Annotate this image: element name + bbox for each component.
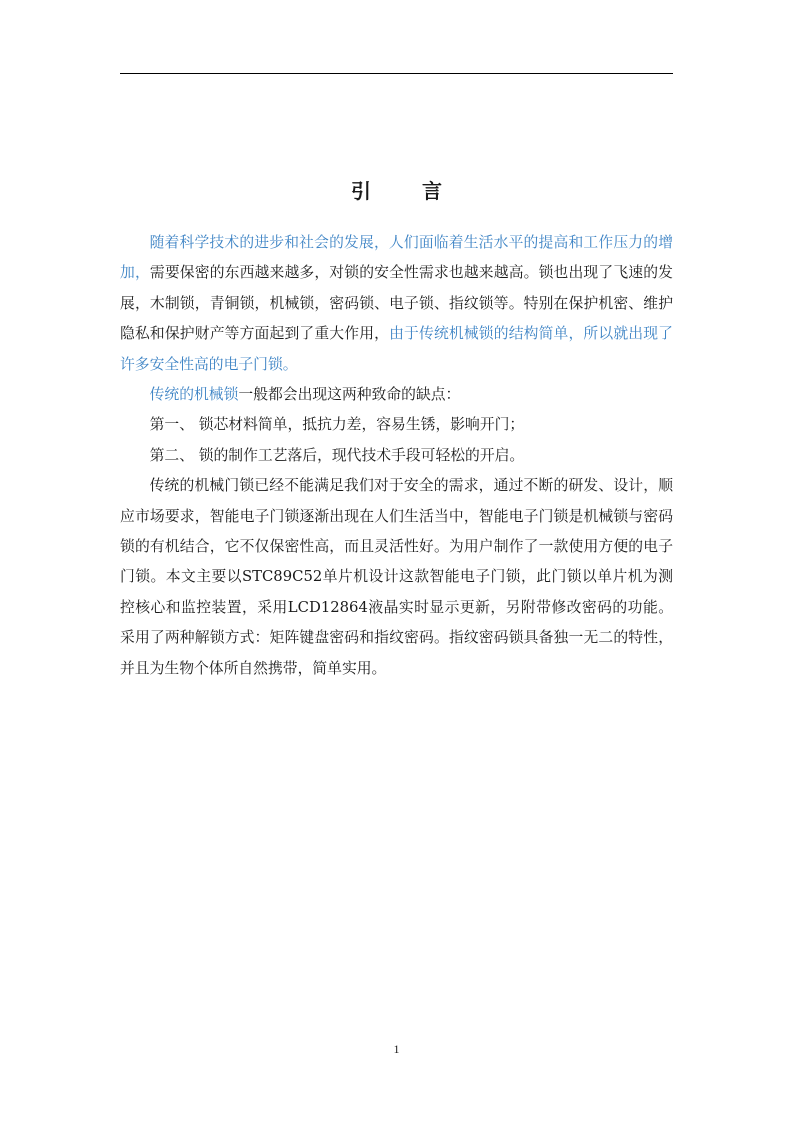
highlighted-text: 由于传统机械锁的结构简单，所以就出现了许多安全性高的电子门锁。 xyxy=(120,325,673,373)
list-item-second: 第二、 锁的制作工艺落后，现代技术手段可轻松的开启。 xyxy=(149,446,525,464)
paragraph-drawbacks xyxy=(120,380,673,410)
paragraph-text: 一般都会出现这两种致命的缺点： xyxy=(238,386,461,404)
paragraph-summary: 传统的机械门锁已经不能满足我们对于安全的需求，通过不断的研发、设计，顺应市场要求，智能电子门锁逐渐出现在人们生活当中，智能电子门锁是机械锁与密码锁的有机结合，它不仅保密性高，而且灵活性好。为用户制作了一款使用方便的电子门锁。本文主要以STC89C52单片机设计这款智能电子门锁，此门锁以单片机为测控核心和监控装置，采用LCD12864液晶实时显示更新，另附带修改密码的功能。采用了两种解锁方式：矩阵键盘密码和指纹密码。指纹密码锁具备独一无二的特性，并且为生物个体所自然携带，简单实用。 xyxy=(120,477,673,677)
page-number: 1 xyxy=(393,1042,400,1056)
body-text xyxy=(120,228,673,684)
highlighted-text: 随着科学技术的进步和社会的发展，人们面临着生活水平的提高和工作压力的增加， xyxy=(120,234,673,282)
paragraph-intro xyxy=(120,228,673,380)
page-title: 引 言 xyxy=(351,179,464,203)
header-rule xyxy=(120,73,673,74)
paragraph-text: 需要保密的东西越来越多，对锁的安全性需求也越来越高。锁也出现了飞速的发展，木制锁，青铜锁，机械锁，密码锁、电子锁、指纹锁等。特别在保护机密、维护隐私和保护财产等方面起到了重大作用， xyxy=(120,264,673,343)
highlighted-text: 传统的机械锁 xyxy=(149,386,239,404)
list-item-first: 第一、 锁芯材料简单，抵抗力差，容易生锈，影响开门； xyxy=(149,416,525,434)
